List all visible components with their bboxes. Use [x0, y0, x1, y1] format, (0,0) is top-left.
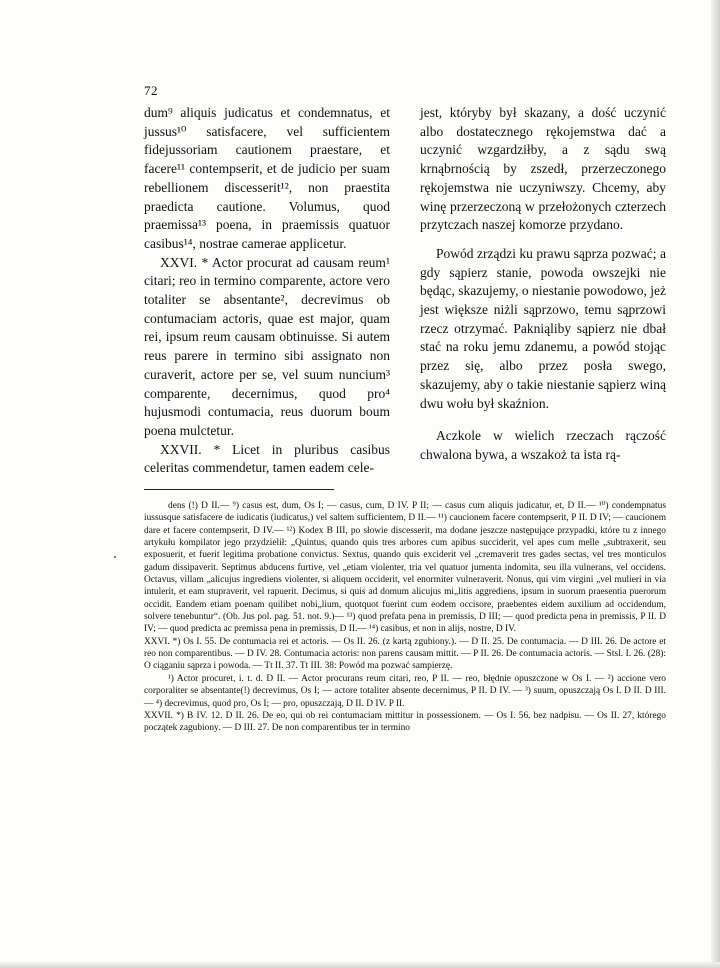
footnote-block: XXVII. *) B IV. 12. D II. 26. De eo, qui ob rei contumaciam mittitur in possessionem. — Os I. 56. bez nadpisu. — Os II. 27, którego początek zagubiony. — D III. 27. De non comparentibus ter in termino: [144, 710, 666, 734]
latin-article-xxvi: XXVI. * Actor procurat ad causam reum¹ citari; reo in termino comparente, actore vero totaliter se absentante², decrevimus ob contumaciam actoris, quae est major, quam rei, ipsum reum causam obtinuisse. Si autem reus parere in termino sibi assignato non curaverit, actore per se, vel suum nuncium³ comparente, decernimus, quod pro⁴ hujusmodi contumacia, reus duorum boum poena mulctetur.: [144, 254, 390, 438]
footnote-separator: [144, 489, 334, 490]
main-text-columns: [144, 104, 666, 480]
footnotes: [144, 500, 666, 735]
latin-column: [144, 104, 390, 480]
footnote-block: XXVI. *) Os I. 55. De contumacia rei et actoris. — Os II. 26. (z kartą zgubiony.). — D II. 25. De contumacia. — D III. 26. De actore et reo non comparentibus. — D IV. 28. Contumacia actoris: non parens causam mittit. — P II. 26. De contumacia actoris. — Stsl. I. 26. (28): O ciąganiu sąprza i powoda. — Tt II. 37. Tt III. 38: Powód ma pozwać sampierzę.: [144, 636, 666, 672]
latin-paragraph: dum⁹ aliquis judicatus et condemnatus, et jussus¹⁰ satisfacere, vel sufficientem fidejussoriam cautionem praestare, et facere¹¹ contempserit, et de judicio per suam rebellionem discesserit¹², non praestita praedicta cautione. Volumus, quod praemissa¹³ poena, in praemissis quatuor casibus¹⁴, nostrae camerae applicetur.: [144, 105, 390, 251]
footnote-block: ¹) Actor procuret, i. t. d. D II. — Actor procurans reum citari, reo, P II. — reo, błędnie opuszczone w Os I. — ²) accione vero corporaliter se absentante(!) decrevimus, Os I; — actore totaliter absente decernimus, P II. D IV. — ³) suum, opuszczają Os I. D II. D III. — ⁴) decrevimus, quod pro, Os I; — pro, opuszczają, D II. D IV. P II.: [144, 673, 666, 709]
paragraph-gap: [420, 413, 666, 427]
page-number: 72: [144, 83, 158, 98]
page-bottom-edge: [0, 962, 720, 968]
margin-speck: [114, 556, 116, 558]
polish-article-xxvi: Powód zrządzi ku prawu sąprza pozwać; a gdy sąpierz stanie, powoda owszejki nie będąc, skazujemy, o niestanie powodowo, jeż jest większe niżli sąprzowo, temu sąprzowi rzecz otrzymać. Pakniąliby sąpierz nie dbał stać na roku jemu zdanemu, a powód stojąc przez się, albo przez posła swego, skazujemy, aby o takie niestanie sąpierz winą dwu wołu był skaźnion.: [420, 245, 666, 411]
polish-paragraph: jest, któryby był skazany, a dość uczynić albo dostatecznego rękojemstwa dać a uczynić wzgardziłby, a z sądu swą krnąbrnością by zszedł, przerzeczonego rękojemstwa nie uczyniwszy. Chcemy, aby winę przerzeczoną w przełożonych czterzech przytczach naszej komorze przydano.: [420, 105, 666, 233]
polish-article-xxvii: Aczkole w wielich rzeczach rączość chwalona bywa, a wszakoż ta ista rą-: [420, 428, 666, 462]
page-edge-shadow: [711, 0, 720, 968]
footnote-block: dens (!) D II.— ⁹) casus est, dum, Os I; — casus, cum, D IV. P II; — casus cum aliquis judicatur, et, D II.— ¹⁰) condempnatus iussusque satisfacere de iudicatis (iudicatus,) vel saltem sufficientem, D II.— ¹¹) caucionem facere contempserit, P II. D IV; — caucionem dare et facere contempserit, D IV.— ¹²) Kodex B III, po słowie discesserit, ma dodane jeszcze następujące przypadki, które tu z innego artykułu kompilator jego przydzielił: „Quintus, quando quis tres arbores cum apibus succiderit, vel apes cum melle „subtraxerit, seu exposuerit, et fuerit legitima probatione convictus. Sextus, quando quis exciderit vel „cremaverit tres gades sectas, vel tres monticulos gadum dissipaverit. Septimus abducens furtive, vel „etiam violenter, tria vel quatuor jumenta indomita, seu illa vulnerans, vel occidens. Octavus, villam „alicujus ingrediens violenter, si aliquem occiderit, vel enormiter vulneraverit. Nonus, qui vim virgini „vel mulieri in via intulerit, et eam stupraverit, vel rapuerit. Decimus, si quis ad domum alicujus mi„litis aggrediens, ipsum in suorum praesentia puerorum occidit. Eandem etiam poenam quilibet nobi„lium, quotquot fuerint cum eodem occisore, praebentes eidem auxilium ad occidendum, solvere tenebuntur“. (Ob. Jus pol. pag. 51. not. 9.)— ¹³) quod prefata pena in premissis, D III; — quod predicta pena in premissis, P II. D IV; — quod predicta ac premissa pena in premissis, D II.— ¹⁴) casibus, et non in alijs, nostre, D IV.: [144, 501, 666, 635]
latin-article-xxvii: XXVII. * Licet in pluribus casibus celeritas commendetur, tamen eadem cele-: [144, 441, 390, 476]
paragraph-gap: [420, 235, 666, 245]
polish-column: [420, 104, 666, 480]
